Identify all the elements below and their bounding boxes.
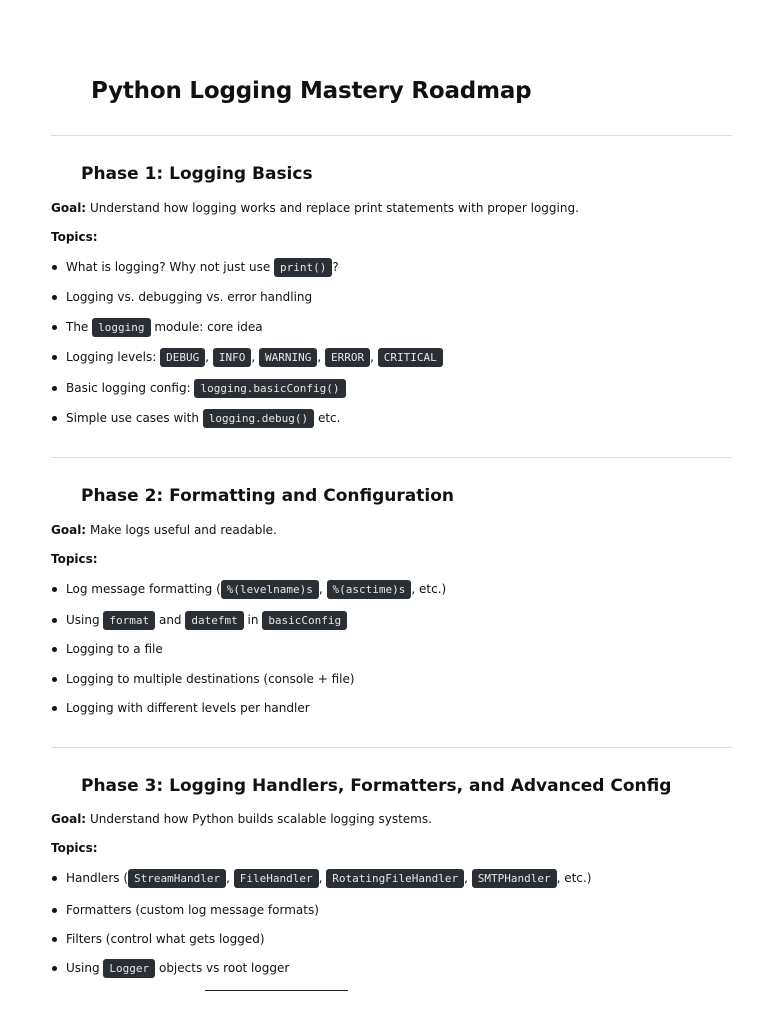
list-item: Using Logger objects vs root logger: [51, 958, 289, 978]
phase-2-topics-label: [51, 551, 98, 567]
divider: [51, 457, 732, 458]
list-item: Logging with different levels per handler: [51, 698, 310, 718]
inline-code: datefmt: [185, 611, 243, 630]
inline-code: INFO: [213, 348, 252, 367]
inline-code: CRITICAL: [378, 348, 443, 367]
inline-code: %(asctime)s: [327, 580, 412, 599]
list-item: Handlers ( StreamHandler , FileHandler , RotatingFileHandler , SMTPHandler , etc.): [51, 868, 591, 888]
inline-code: StreamHandler: [128, 869, 226, 888]
inline-code: WARNING: [259, 348, 317, 367]
list-item: Filters (control what gets logged): [51, 929, 265, 949]
goal-text: Understand how Python builds scalable logging systems.: [89, 812, 432, 826]
goal-label: Goal:: [51, 201, 87, 215]
inline-code: logging: [92, 318, 150, 337]
phase-3-topics-label: [51, 840, 98, 856]
goal-text: Make logs useful and readable.: [89, 523, 277, 537]
inline-code: format: [103, 611, 155, 630]
list-item: Logging to multiple destinations (console + file): [51, 669, 355, 689]
list-item: Logging vs. debugging vs. error handling: [51, 287, 312, 307]
phase-1-heading: Phase 1: Logging Basics: [81, 164, 313, 184]
inline-code: print(): [274, 258, 332, 277]
inline-code: ERROR: [325, 348, 370, 367]
phase-1-topics-label: [51, 229, 98, 245]
list-item: Log message formatting ( %(levelname)s , %(asctime)s , etc.): [51, 579, 446, 599]
list-item: Simple use cases with logging.debug() etc.: [51, 408, 340, 428]
topics-label: Topics:: [51, 552, 98, 566]
list-item: Formatters (custom log message formats): [51, 900, 319, 920]
inline-code: logging.basicConfig(): [194, 379, 345, 398]
goal-label: Goal:: [51, 812, 87, 826]
page-title: Python Logging Mastery Roadmap: [91, 78, 532, 104]
inline-code: %(levelname)s: [221, 580, 319, 599]
list-item: Using format and datefmt in basicConfig: [51, 610, 347, 630]
inline-code: FileHandler: [234, 869, 319, 888]
phase-1-goal: [51, 200, 579, 216]
phase-3-goal: [51, 811, 432, 827]
goal-text: Understand how logging works and replace print statements with proper logging.: [89, 201, 579, 215]
phase-2-goal: [51, 522, 277, 538]
list-item: The logging module: core idea: [51, 317, 263, 337]
inline-code: DEBUG: [160, 348, 205, 367]
topics-label: Topics:: [51, 230, 98, 244]
list-item: Basic logging config: logging.basicConfig(): [51, 378, 346, 398]
inline-code: logging.debug(): [203, 409, 314, 428]
inline-code: SMTPHandler: [472, 869, 557, 888]
list-item: Logging levels: DEBUG , INFO , WARNING , ERROR , CRITICAL: [51, 347, 443, 367]
topics-label: Topics:: [51, 841, 98, 855]
inline-code: Logger: [103, 959, 155, 978]
phase-2-heading: Phase 2: Formatting and Configuration: [81, 486, 454, 506]
phase-3-heading: Phase 3: Logging Handlers, Formatters, and Advanced Config: [81, 776, 672, 796]
list-item: What is logging? Why not just use print() ?: [51, 257, 339, 277]
divider: [51, 135, 732, 136]
list-item: Logging to a file: [51, 639, 163, 659]
divider: [51, 747, 732, 748]
inline-code: basicConfig: [262, 611, 347, 630]
goal-label: Goal:: [51, 523, 87, 537]
inline-code: RotatingFileHandler: [326, 869, 464, 888]
partial-divider: [205, 990, 348, 991]
